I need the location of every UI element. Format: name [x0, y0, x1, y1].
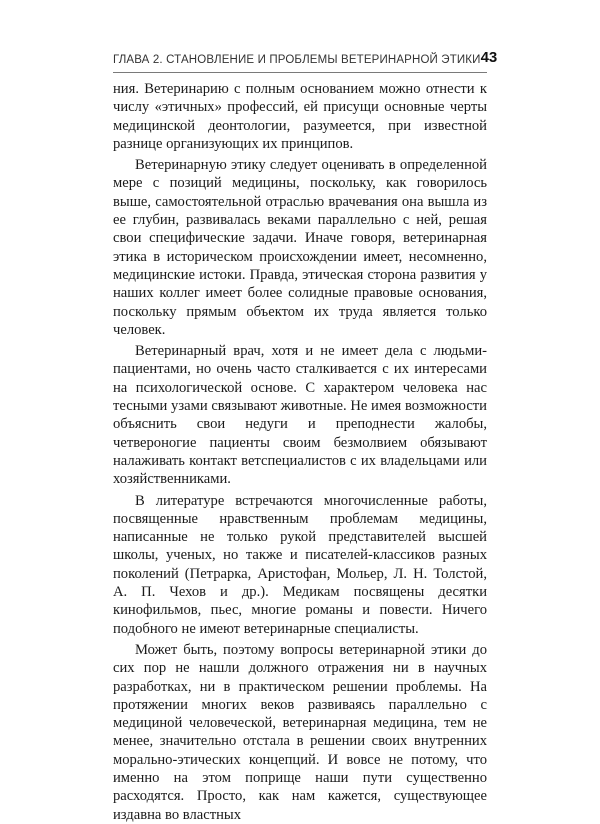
chapter-title: ГЛАВА 2. СТАНОВЛЕНИЕ И ПРОБЛЕМЫ ВЕТЕРИНАРНОЙ ЭТИКИ — [113, 54, 481, 66]
paragraph-continuation: ния. Ветеринарию с полным основанием можно отнести к числу «этичных» профессий, ей присущи основные черты медицинской деонтологии, разумеется, при известной разнице организующих их принципов. — [113, 81, 487, 152]
paragraph: Может быть, поэтому вопросы ветеринарной этики до сих пор не нашли должного отражения ни в научных разработках, ни в практическом решении проблемы. На протяжении многих веков развиваясь параллельно с медициной человеческой, ветеринарная медицина, тем не менее, значительно отстала в решении своих внутренних морально-этических концепций. И вовсе не потому, что именно на этом поприще наши пути существенно расходятся. Просто, как нам кажется, существующее издавна во властных — [113, 641, 487, 823]
paragraph: Ветеринарный врач, хотя и не имеет дела с людьми-пациентами, но очень часто сталкивается с их интересами на психологической основе. С характером человека нас тесными узами связывают животные. Не имея возможности объяснить свои недуги и преподнести жалобы, четвероногие пациенты своим безмолвием обязывают налаживать контакт ветспециалистов с их владельцами или хозяйственниками. — [113, 343, 487, 488]
page-number: 43 — [480, 49, 498, 66]
paragraph: Ветеринарную этику следует оценивать в определенной мере с позиций медицины, поскольку, как говорилось выше, самостоятельной отраслью врачевания она вышла из ее глубин, развивалась веками параллельно с ней, решая свои специфические задачи. Иначе говоря, ветеринарная этика в историческом происхождении имеет, несомненно, медицинские истоки. Правда, этическая сторона развития у наших коллег имеет более солидные правовые основания, поскольку прямым объектом их труда является только человек. — [113, 157, 487, 338]
paragraph: В литературе встречаются многочисленные работы, посвященные нравственным проблемам медицины, написанные не только рукой представителей высшей школы, ученых, но также и писателей-классиков разных поколений (Петрарка, Аристофан, Мольер, Л. Н. Толстой, А. П. Чехов и др.). Медикам посвящены десятки кинофильмов, пьес, многие романы и повести. Ничего подобного не имеют ветеринарные специалисты. — [113, 492, 487, 637]
running-header — [113, 40, 498, 73]
body-text — [113, 80, 487, 824]
